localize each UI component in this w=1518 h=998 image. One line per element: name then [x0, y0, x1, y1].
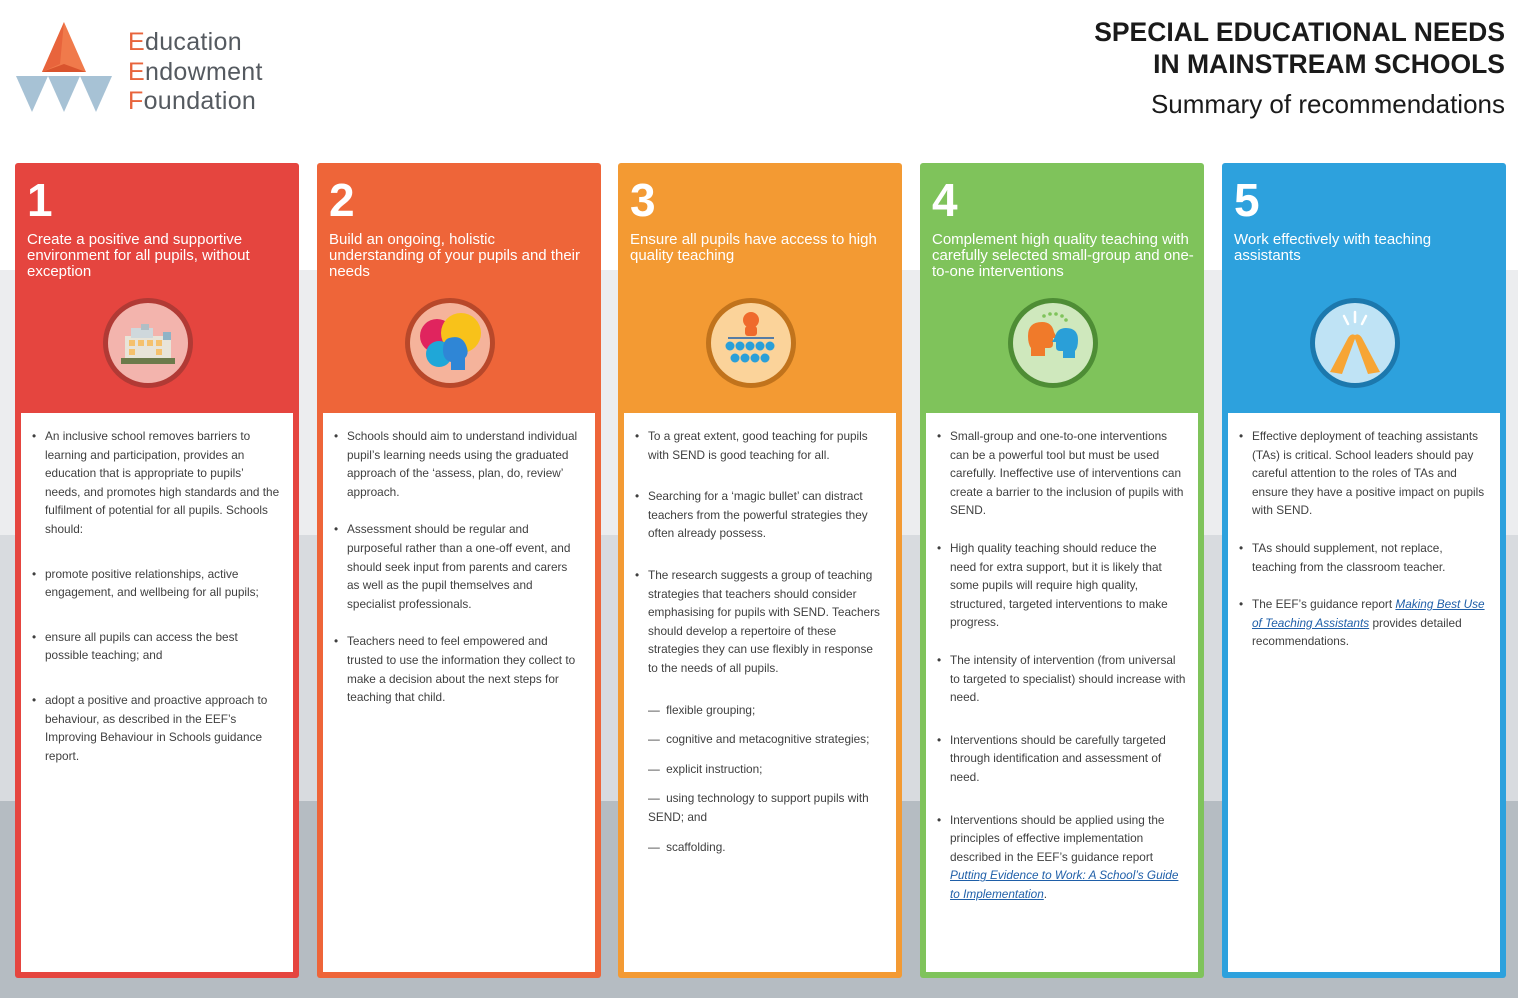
card-title: Create a positive and supportive environment for all pupils, without exception	[27, 231, 250, 280]
page-title-line-2: IN MAINSTREAM SCHOOLS	[1153, 49, 1505, 79]
bullet-item: • Small-group and one-to-one interventions can be a powerful tool but must be used carefully. Ineffective use of interventions can create a barrier to the inclusion of pupils with SEND.	[950, 427, 1186, 520]
page-title	[1094, 16, 1505, 80]
bullet-item: • Schools should aim to understand individual pupil’s learning needs using the graduated approach of the ‘assess, plan, do, review’ approach.	[347, 427, 583, 501]
card-number: 4	[932, 174, 958, 226]
card-number: 5	[1234, 174, 1260, 226]
logo-line-1: Education	[128, 28, 242, 56]
card-body	[1228, 413, 1500, 972]
card-body	[323, 413, 595, 972]
page-subtitle: Summary of recommendations	[1150, 89, 1505, 119]
recommendation-card-1	[15, 163, 299, 978]
bullet-item: • Searching for a ‘magic bullet’ can distract teachers from the powerful strategies they often already possess.	[648, 487, 884, 543]
speech-heads-icon	[403, 296, 497, 390]
card-number: 2	[329, 174, 355, 226]
bullet-item: • The EEF’s guidance report Making Best Use of Teaching Assistants provides detailed recommendations.	[1252, 595, 1488, 651]
guidance-report-link[interactable]: Putting Evidence to Work: A School’s Guide to Implementation	[950, 868, 1179, 901]
bullet-item: • Interventions should be applied using the principles of effective implementation described in the EEF’s guidance report Putting Evidence to Work: A School’s Guide to Implementation.	[950, 811, 1186, 904]
dash-item: — cognitive and metacognitive strategies;	[648, 732, 870, 747]
bullet-item: • To a great extent, good teaching for pupils with SEND is good teaching for all.	[648, 427, 884, 464]
recommendation-card-3	[618, 163, 902, 978]
card-body	[624, 413, 896, 972]
card-number: 1	[27, 174, 53, 226]
recommendation-card-4	[920, 163, 1204, 978]
bullet-item: • TAs should supplement, not replace, teaching from the classroom teacher.	[1252, 539, 1488, 576]
bullet-item: • Effective deployment of teaching assistants (TAs) is critical. School leaders should pay careful attention to the roles of TAs and ensure they have a positive impact on pupils with SEND.	[1252, 427, 1488, 520]
bullet-item: • promote positive relationships, active engagement, and wellbeing for all pupils;	[45, 565, 281, 602]
dash-item: — explicit instruction;	[648, 761, 763, 776]
bullet-item: • Assessment should be regular and purposeful rather than a one-off event, and should seek input from parents and carers as well as the pupil themselves and specialist professionals.	[347, 520, 583, 613]
guidance-report-link[interactable]: Making Best Use of Teaching Assistants	[1252, 597, 1485, 630]
bullet-item: • Interventions should be carefully targeted through identification and assessment of need.	[950, 731, 1186, 787]
bullet-item: • adopt a positive and proactive approach to behaviour, as described in the EEF’s Improving Behaviour in Schools guidance report.	[45, 691, 281, 765]
recommendation-card-2	[317, 163, 601, 978]
card-bullet-list	[323, 413, 595, 707]
card-bullet-list	[926, 413, 1198, 903]
card-body	[926, 413, 1198, 972]
bullet-item: • High quality teaching should reduce the need for extra support, but it is likely that some pupils will require high quality, structured, targeted interventions to make progress.	[950, 539, 1186, 632]
bullet-item: • Teachers need to feel empowered and trusted to use the information they collect to make a decision about the next steps for teaching that child.	[347, 632, 583, 706]
school-building-icon	[101, 296, 195, 390]
bullet-item: • An inclusive school removes barriers to learning and participation, provides an education that is appropriate to pupils’ needs, and promotes high standards and the fulfilment of potential for all pupils. Schools should:	[45, 427, 281, 539]
bullet-item: • The intensity of intervention (from universal to targeted to specialist) should increase with need.	[950, 651, 1186, 707]
bullet-item: • ensure all pupils can access the best possible teaching; and	[45, 628, 281, 665]
card-bullet-list	[1228, 413, 1500, 651]
card-title: Build an ongoing, holistic understanding of your pupils and their needs	[329, 231, 581, 280]
eef-triangle-icon	[16, 20, 112, 116]
card-title: Work effectively with teaching assistants	[1234, 231, 1432, 264]
card-bullet-list	[624, 413, 896, 856]
teacher-class-icon	[704, 296, 798, 390]
bullet-item: • The research suggests a group of teaching strategies that teachers should consider emphasising for pupils with SEND. Teachers should develop a repertoire of these strategies they can use flexibly in response to the needs of all pupils.	[648, 566, 884, 678]
logo-line-3: Foundation	[128, 87, 257, 115]
high-five-icon	[1308, 296, 1402, 390]
card-body	[21, 413, 293, 972]
dash-item: — flexible grouping;	[648, 702, 756, 717]
logo-wordmark	[128, 28, 263, 117]
recommendation-card-5	[1222, 163, 1506, 978]
card-title: Ensure all pupils have access to high quality teaching	[630, 231, 877, 264]
dash-item: — scaffolding.	[648, 839, 726, 854]
dash-item: — using technology to support pupils with SEND; and	[648, 791, 869, 824]
card-bullet-list	[21, 413, 293, 765]
eef-logo	[16, 20, 286, 116]
logo-line-2: Endowment	[128, 57, 263, 86]
card-number: 3	[630, 174, 656, 226]
two-heads-exchange-icon	[1006, 296, 1100, 390]
page-title-line-1: SPECIAL EDUCATIONAL NEEDS	[1094, 17, 1505, 47]
card-title: Complement high quality teaching with carefully selected small-group and one-to-one interventions	[932, 231, 1194, 280]
